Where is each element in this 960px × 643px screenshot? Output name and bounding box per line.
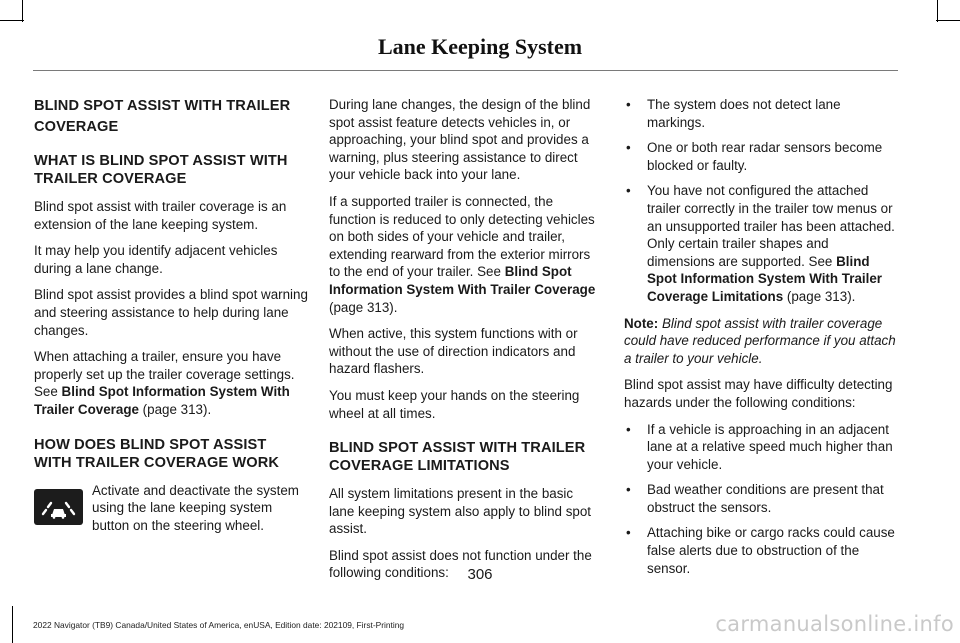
list-item-text: The system does not detect lane markings. [647,97,841,130]
paragraph: Blind spot assist with trailer coverage is an extension of the lane keeping system. [34,199,287,232]
crop-mark [936,20,960,21]
paragraph: Blind spot assist may have difficulty detecting hazards under the following conditions: [624,377,893,410]
crop-mark [0,20,24,21]
bullet-glyph: • [626,525,631,541]
paragraph: It may help you identify adjacent vehicles during a lane change. [34,243,278,276]
note-body: Blind spot assist with trailer coverage could have reduced performance if you attach a trailer to your vehicle. [624,315,896,366]
footer-edition-info: 2022 Navigator (TB9) Canada/United States of America, enUSA, Edition date: 202109, First-Printing [33,620,405,630]
bullet-list [624,96,896,306]
list-item [624,96,896,131]
crop-mark [22,0,23,22]
list-item-text: If a vehicle is approaching in an adjacent lane at a relative speed much higher than your vehicle. [647,421,893,472]
paragraph [329,193,602,316]
crop-mark [937,0,938,22]
bullet-glyph: • [626,97,631,112]
subsection-heading: BLIND SPOT ASSIST WITH TRAILER COVERAGE LIMITATIONS [329,440,586,475]
paragraph-text: If a supported trailer is connected, the function is reduced to only detecting vehicles on both sides of your vehicle and trailer, extending rearward from the exterior mirrors to the end of your trailer. See [329,193,595,280]
paragraph-text: When attaching a trailer, ensure you have properly set up the trailer coverage settings. See [34,349,295,400]
bullet-glyph: • [626,140,631,156]
page-title: Lane Keeping System [377,34,583,59]
page-reference: (page 313). [329,299,398,315]
list-item [624,481,896,516]
cross-reference-link[interactable]: Blind Spot Information System With Trailer Coverage [34,384,290,417]
list-item [624,182,896,305]
bullet-glyph: • [626,183,631,199]
list-item-text: Bad weather conditions are present that obstruct the sensors. [647,482,884,515]
column-right [624,96,896,586]
page-reference: (page 313). [138,401,212,417]
crop-mark [12,606,13,643]
lane-keeping-icon [34,489,83,525]
list-item [624,421,896,474]
subsection-heading: WHAT IS BLIND SPOT ASSIST WITH TRAILER COVERAGE [34,153,288,187]
header-divider [33,70,898,71]
column-left [34,96,308,552]
bullet-list [624,421,896,578]
list-item [624,139,896,174]
page-reference: (page 313). [783,288,856,304]
list-item-text: One or both rear radar sensors become blocked or faulty. [647,140,883,173]
paragraph [34,348,308,418]
list-item-text: You have not configured the attached trailer correctly in the trailer tow menus or an unsupported trailer has been attached. Only certain trailer shapes and dimensions are supported. See [647,183,895,269]
cross-reference-link[interactable]: Blind Spot Information System With Trailer Coverage [329,264,596,297]
bullet-glyph: • [626,421,631,437]
cross-reference-link[interactable]: Blind Spot Information System With Trailer Coverage Limitations [647,253,882,304]
paragraph: When active, this system functions with or without the use of direction indicators and hazard flashers. [329,326,578,377]
paragraph: During lane changes, the design of the blind spot assist feature detects vehicles in, or approaching, your blind spot and provides a warning, plus steering assistance to direct your vehicle back into your lane. [329,97,591,183]
paragraph: Blind spot assist does not function under the following conditions: [329,547,592,581]
note [624,315,896,368]
icon-instruction [34,482,308,552]
page-number: 306 [467,566,493,583]
note-label: Note: [624,315,659,331]
paragraph: Blind spot assist provides a blind spot warning and steering assistance to help during lane changes. [34,287,308,338]
icon-description: Activate and deactivate the system using the lane keeping system button on the steering wheel. [92,482,299,533]
column-middle [329,96,602,591]
section-heading: BLIND SPOT ASSIST WITH TRAILER COVERAGE [34,98,291,135]
paragraph: All system limitations present in the basic lane keeping system also apply to blind spot assist. [329,486,592,537]
paragraph: You must keep your hands on the steering wheel at all times. [329,387,580,421]
watermark: carmanualsonline.info [715,612,954,636]
bullet-glyph: • [626,482,631,498]
subsection-heading: HOW DOES BLIND SPOT ASSIST WITH TRAILER COVERAGE WORK [34,436,280,471]
list-item-text: Attaching bike or cargo racks could cause false alerts due to obstruction of the sensor. [647,525,895,576]
